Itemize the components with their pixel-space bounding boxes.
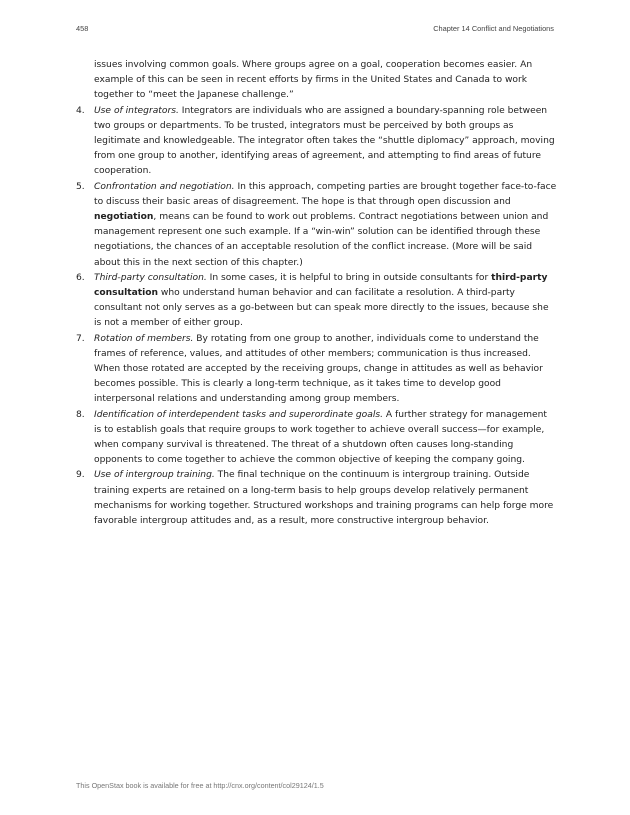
item-text: who understand human behavior and can facilitate a resolution. A third-party consultant not only serves as a go-between but can speak more directly to the issues, because she is not a member of either group.: [94, 288, 549, 329]
item-text: By rotating from one group to another, individuals come to understand the frames of reference, values, and attitudes of other members; communication is thus increased. When those rotated are accepted by the receiving groups, change in attitudes as well as behavior becomes possible. This is clearly a long-term technique, as it takes time to develop good interpersonal relations and understanding among group members.: [94, 333, 543, 405]
technique-list: [76, 104, 557, 530]
body-content: [76, 58, 557, 529]
key-term: third-party consultation: [94, 272, 548, 299]
item-title: Identification of interdependent tasks and superordinate goals.: [94, 409, 384, 420]
item-number: 4.: [76, 105, 85, 116]
item-text: Integrators are individuals who are assigned a boundary-spanning role between two groups or departments. To be trusted, integrators must be perceived by both groups as legitimate and knowledgeable. The integrator often takes the “shuttle diplomacy” approach, moving from one group to another, identifying areas of agreement, and attempting to find areas of future cooperation.: [94, 105, 555, 177]
list-item: [76, 180, 557, 271]
item-text: In this approach, competing parties are brought together face-to-face to discuss their basic areas of disagreement. The hope is that through open discussion and: [94, 181, 557, 207]
item-text: The final technique on the continuum is intergroup training. Outside training experts are retained on a long-term basis to help groups develop relatively permanent mechanisms for working together. Structured workshops and training programs can help forge more favorable intergroup attitudes and, as a result, more constructive intergroup behavior.: [94, 470, 554, 527]
item-text: A further strategy for management is to establish goals that require groups to work together to achieve overall success—for example, when company survival is threatened. The threat of a shutdown often causes long-standing opponents to come together to achieve the common objective of keeping the company going.: [94, 409, 547, 466]
intro-paragraph: issues involving common goals. Where groups agree on a goal, cooperation becomes easier. An example of this can be seen in recent efforts by firms in the United States and Canada to work together to “meet the Japanese challenge.”: [94, 60, 533, 101]
item-text: In some cases, it is helpful to bring in outside consultants for: [206, 272, 492, 283]
item-number: 7.: [76, 333, 85, 344]
page-footer: This OpenStax book is available for free at http://cnx.org/content/col29124/1.5: [76, 781, 324, 790]
list-item: [76, 468, 557, 529]
page-number: 458: [76, 24, 89, 33]
list-item: [76, 104, 557, 180]
item-number: 9.: [76, 470, 85, 481]
list-item: [76, 408, 557, 469]
page-header: [76, 24, 554, 36]
item-title: Use of integrators.: [94, 105, 179, 116]
chapter-title: Chapter 14 Conflict and Negotiations: [433, 24, 554, 33]
item-number: 6.: [76, 272, 85, 283]
item-number: 5.: [76, 181, 85, 192]
item-title: Third-party consultation.: [94, 272, 207, 283]
item-title: Use of intergroup training.: [94, 470, 215, 481]
list-item: [76, 271, 557, 332]
list-item: [76, 332, 557, 408]
item-number: 8.: [76, 409, 85, 420]
key-term: negotiation: [94, 212, 154, 223]
item-title: Confrontation and negotiation.: [94, 181, 235, 192]
item-title: Rotation of members.: [94, 333, 194, 344]
item-text: , means can be found to work out problems. Contract negotiations between union and management represent one such example. If a “win-win” solution can be identified through these negotiations, the chances of an acceptable resolution of the conflict increase. (More will be said about this in the next section of this chapter.): [94, 212, 549, 268]
